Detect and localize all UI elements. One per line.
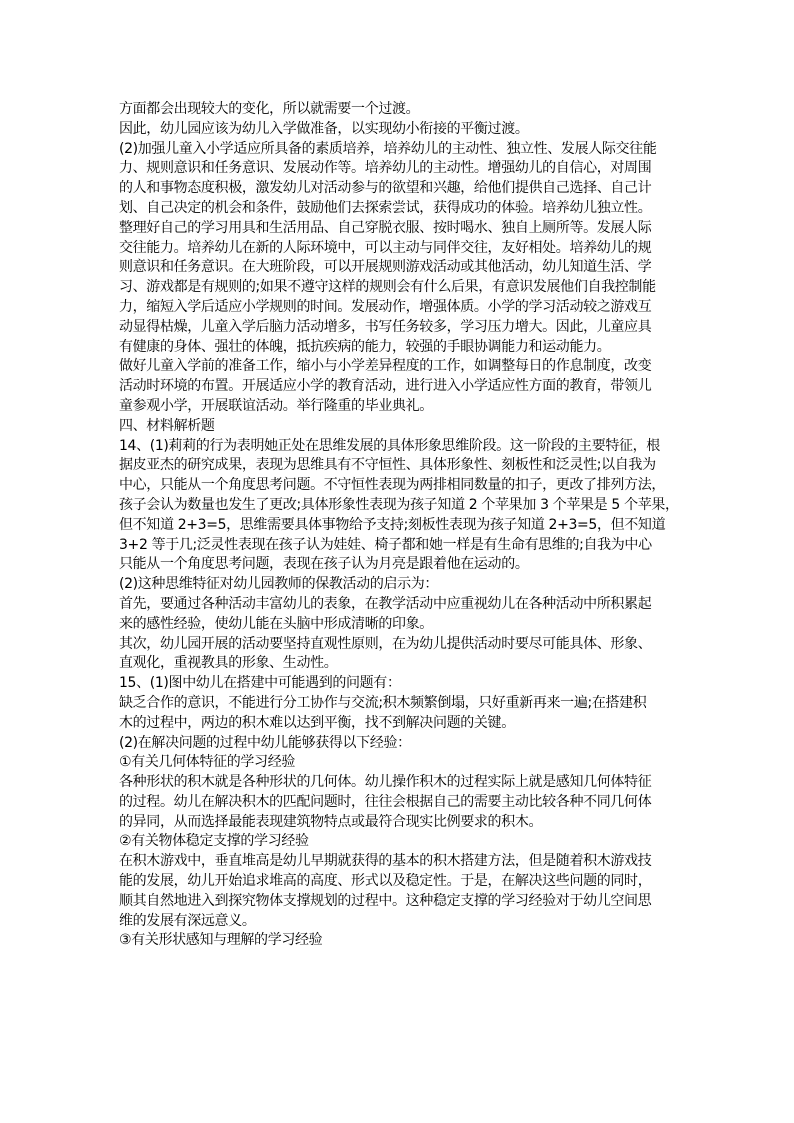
q14-part2-heading (119, 575, 685, 595)
text-line: 直观化，重视教具的形象、生动性。 (119, 655, 338, 672)
q14-first-point (119, 595, 685, 635)
kindergarten-preparation-text (119, 120, 685, 140)
text-line: 14、(1)莉莉的行为表明她正处在思维发展的具体形象思维阶段。这一阶段的主要特征，根 (119, 437, 660, 454)
text-line: 活动时环境的布置。开展适应小学的教育活动，进行进入小学适应性方面的教育，带领儿 (119, 378, 652, 395)
section-heading-material-analysis (119, 417, 685, 437)
text-line: 划、自己决定的机会和条件，鼓励他们去探索尝试，获得成功的体验。培养幼儿独立性。 (119, 199, 652, 216)
school-preparation-paragraph (119, 357, 685, 416)
experience-1-body (119, 773, 685, 832)
q14-second-point (119, 635, 685, 675)
text-line: 有健康的身体、强壮的体魄，抵抗疾病的能力，较强的手眼协调能力和运动能力。 (119, 338, 611, 355)
q14-part1-answer (119, 437, 685, 576)
text-line: 则意识和任务意识。在大班阶段，可以开展规则游戏活动或其他活动，幼儿知道生活、学 (119, 259, 652, 276)
text-line: 孩子会认为数量也发生了更改;具体形象性表现为孩子知道 2 个苹果加 3 个苹果是 5 个苹果， (119, 496, 679, 513)
text-line: 各种形状的积木就是各种形状的几何体。幼儿操作积木的过程实际上就是感知几何体特征 (119, 774, 652, 791)
experience-3-heading (119, 931, 685, 951)
text-line: 能的发展，幼儿开始追求堆高的高度、形式以及稳定性。于是，在解决这些问题的同时， (119, 873, 652, 890)
text-line: ②有关物体稳定支撑的学习经验 (119, 833, 309, 850)
text-line: 木的过程中，两边的积木难以达到平衡，找不到解决问题的关键。 (119, 714, 515, 731)
text-line: 据皮亚杰的研究成果，表现为思维具有不守恒性、具体形象性、刻板性和泛灵性;以自我为 (119, 457, 656, 474)
text-line: 但不知道 2+3=5，思维需要具体事物给予支持;刻板性表现为孩子知道 2+3=5，但不知道 (119, 516, 666, 533)
text-line: 维的发展有深远意义。 (119, 912, 256, 929)
text-line: 的过程。幼儿在解决积木的匹配问题时，往往会根据自己的需要主动比较各种不同几何体 (119, 793, 652, 810)
text-line: (2)这种思维特征对幼儿园教师的保教活动的启示为： (119, 576, 439, 593)
text-line: ①有关几何体特征的学习经验 (119, 754, 296, 771)
text-line: 交往能力。培养幼儿在新的人际环境中，可以主动与同伴交往，友好相处。培养幼儿的规 (119, 239, 652, 256)
text-line: 因此，幼儿园应该为幼儿入学做准备，以实现幼小衔接的平衡过渡。 (119, 120, 529, 137)
text-line: 的人和事物态度积极，激发幼儿对活动参与的欲望和兴趣，给他们提供自己选择、自己计 (119, 180, 652, 197)
q15-part1-answer (119, 694, 685, 734)
text-line: 做好儿童入学前的准备工作，缩小与小学差异程度的工作，如调整每日的作息制度，改变 (119, 358, 652, 375)
text-line: 3+2 等于几;泛灵性表现在孩子认为娃娃、椅子都和她一样是有生命有思维的;自我为中心 (119, 536, 652, 553)
text-line: 顺其自然地进入到探究物体支撑规划的过程中。这种稳定支撑的学习经验对于幼儿空间思 (119, 892, 652, 909)
text-line: 整理好自己的学习用具和生活用品、自己穿脱衣服、按时喝水、独自上厕所等。发展人际 (119, 219, 652, 236)
text-line: 力、规则意识和任务意识、发展动作等。培养幼儿的主动性。增强幼儿的自信心，对周围 (119, 160, 652, 177)
text-line: 缺乏合作的意识，不能进行分工协作与交流;积木频繁倒塌，只好重新再来一遍;在搭建积 (119, 694, 647, 711)
text-line: 15、(1)图中幼儿在搭建中可能遇到的问题有： (119, 675, 401, 692)
document-page (119, 100, 685, 951)
text-line: 四、材料解析题 (119, 417, 215, 434)
experience-2-body (119, 852, 685, 931)
text-line: 力，缩短入学后适应小学规则的时间。发展动作，增强体质。小学的学习活动较之游戏互 (119, 298, 652, 315)
text-line: 方面都会出现较大的变化，所以就需要一个过渡。 (119, 101, 420, 117)
experience-2-heading (119, 832, 685, 852)
text-line: (2)加强儿童入小学适应所具备的素质培养，培养幼儿的主动性、独立性、发展人际交往能 (119, 140, 657, 157)
text-line: 首先，要通过各种活动丰富幼儿的表象，在教学活动中应重视幼儿在各种活动中所积累起 (119, 595, 652, 612)
text-line: 动显得枯燥，儿童入学后脑力活动增多，书写任务较多，学习压力增大。因此，儿童应具 (119, 318, 652, 335)
text-line: ③有关形状感知与理解的学习经验 (119, 932, 323, 949)
text-line: 来的感性经验，使幼儿能在头脑中形成清晰的印象。 (119, 615, 433, 632)
q15-part1-heading (119, 674, 685, 694)
q15-part2-heading (119, 734, 685, 754)
quality-cultivation-paragraph (119, 140, 685, 358)
text-line: (2)在解决问题的过程中幼儿能够获得以下经验： (119, 734, 411, 751)
text-line: 的异同，从而选择最能表现建筑物特点或最符合现实比例要求的积木。 (119, 813, 543, 830)
experience-1-heading (119, 753, 685, 773)
intro-transition-text (119, 100, 685, 120)
text-line: 其次，幼儿园开展的活动要坚持直观性原则，在为幼儿提供活动时要尽可能具体、形象、 (119, 635, 652, 652)
text-line: 童参观小学，开展联谊活动。举行隆重的毕业典礼。 (119, 397, 433, 414)
text-line: 中心，只能从一个角度思考问题。不守恒性表现为两排相同数量的扣子，更改了排列方法， (119, 477, 665, 494)
text-line: 习、游戏都是有规则的;如果不遵守这样的规则会有什么后果，有意识发展他们自我控制能 (119, 279, 656, 296)
text-line: 只能从一个角度思考问题，表现在孩子认为月亮是跟着他在运动的。 (119, 556, 529, 573)
text-line: 在积木游戏中，垂直堆高是幼儿早期就获得的基本的积木搭建方法，但是随着积木游戏技 (119, 853, 652, 870)
